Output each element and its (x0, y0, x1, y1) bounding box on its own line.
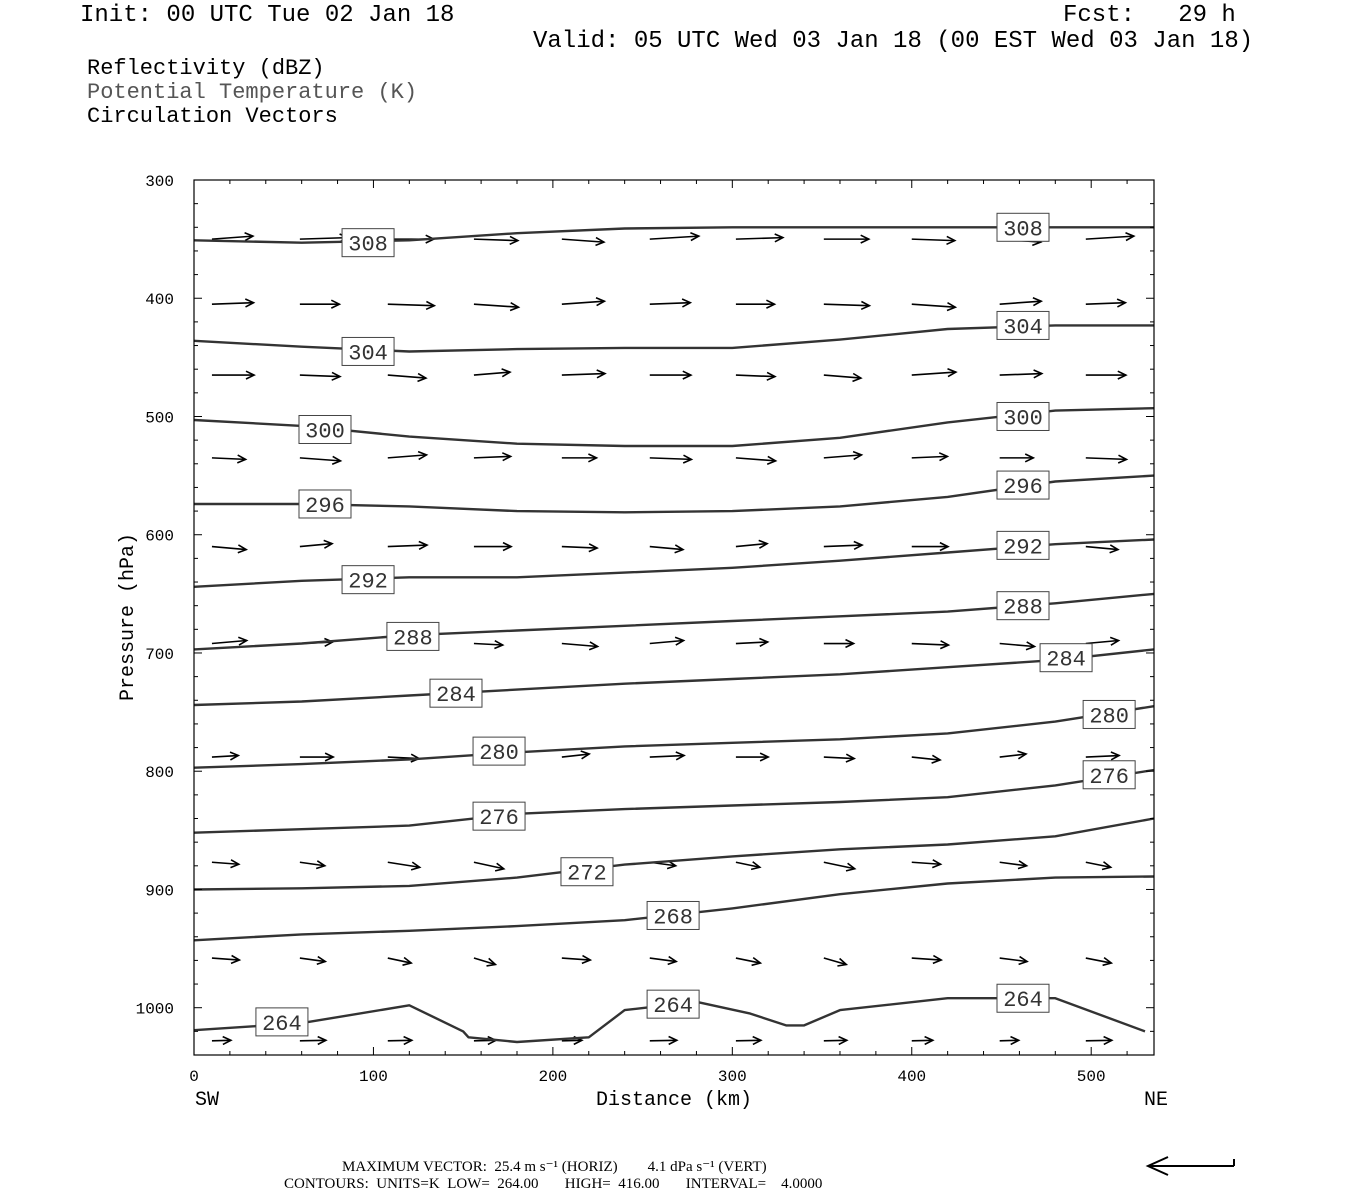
circulation-vector (474, 303, 519, 311)
contour-label-288 (997, 592, 1049, 621)
isentrope-284 (194, 649, 1154, 705)
circulation-vector (736, 234, 783, 242)
circulation-vector (650, 371, 691, 379)
circulation-vector (650, 957, 676, 965)
circulation-vector (562, 370, 605, 378)
y-tick-label: 800 (145, 764, 174, 783)
init-time: Init: 00 UTC Tue 02 Jan 18 (80, 2, 455, 29)
svg-text:284: 284 (1046, 647, 1086, 673)
circulation-vector (474, 453, 511, 461)
contour-label-280 (473, 737, 525, 766)
contour-label-292 (997, 531, 1049, 560)
circulation-vector (212, 545, 246, 553)
circulation-vector (300, 1037, 326, 1045)
svg-text:300: 300 (305, 419, 345, 445)
circulation-vector (1000, 751, 1026, 759)
circulation-vector (824, 302, 870, 310)
circulation-vector (650, 1037, 677, 1045)
contour-label-288 (387, 622, 439, 651)
contour-label-304 (997, 311, 1049, 340)
circulation-vector (912, 755, 940, 763)
y-tick-label: 900 (145, 882, 174, 901)
contour-label-296 (997, 471, 1049, 500)
circulation-vector (474, 236, 518, 244)
circulation-vector (824, 958, 846, 966)
circulation-vector (1086, 455, 1127, 463)
circulation-vector (300, 300, 340, 308)
contour-label-264 (647, 990, 699, 1019)
circulation-vector (1086, 299, 1126, 307)
x-tick-label: 400 (897, 1068, 927, 1086)
legend-potential-temperature: Potential Temperature (K) (87, 80, 418, 105)
legend-circulation-vectors: Circulation Vectors (87, 104, 338, 129)
circulation-vector (736, 1037, 761, 1045)
svg-text:308: 308 (1003, 217, 1043, 243)
circulation-vector (1000, 957, 1027, 965)
y-tick-label: 600 (145, 527, 174, 546)
circulation-vector (212, 956, 239, 964)
circulation-vector (212, 1037, 231, 1045)
svg-text:268: 268 (653, 905, 693, 931)
circulation-vector (736, 862, 760, 870)
circulation-vector (912, 956, 941, 964)
circulation-vector (650, 299, 691, 307)
y-tick-label: 300 (145, 173, 174, 191)
svg-text:292: 292 (348, 569, 388, 595)
circulation-vector (912, 303, 956, 311)
circulation-vector (1086, 958, 1111, 966)
circulation-vector (1086, 1037, 1112, 1045)
circulation-vector (212, 371, 254, 379)
isentrope-276 (194, 770, 1154, 833)
circulation-vector (562, 751, 589, 759)
circulation-vector (650, 637, 684, 645)
circulation-vector (212, 299, 254, 307)
svg-text:304: 304 (1003, 315, 1043, 341)
x-tick-label: 100 (359, 1068, 388, 1086)
circulation-vector (912, 543, 948, 551)
svg-text:296: 296 (1003, 475, 1043, 501)
contour-label-276 (473, 802, 525, 831)
circulation-vector (388, 374, 426, 382)
circulation-vector (212, 752, 238, 760)
circulation-vector (650, 233, 699, 241)
contours-note: CONTOURS: UNITS=K LOW= 264.00 HIGH= 416.00 INTERVAL= 4.0000 (284, 1176, 823, 1192)
circulation-vector (388, 452, 427, 460)
x-right-direction-label: NE (1143, 1089, 1168, 1112)
contour-label-284 (1040, 644, 1092, 673)
y-axis-title: Pressure (hPa) (117, 532, 140, 702)
circulation-vector (1000, 642, 1035, 650)
circulation-vector (912, 369, 956, 377)
contour-label-264 (997, 984, 1049, 1013)
circulation-vector (300, 753, 333, 761)
circulation-vector (388, 862, 420, 870)
circulation-vector (736, 753, 768, 761)
x-tick-label: 200 (538, 1068, 568, 1086)
circulation-vector (474, 862, 504, 871)
circulation-vector (824, 235, 869, 243)
svg-text:264: 264 (1003, 988, 1043, 1014)
circulation-vector (1086, 862, 1111, 870)
contour-label-296 (299, 490, 351, 519)
circulation-vector (824, 542, 862, 550)
contour-label-304 (342, 337, 394, 366)
circulation-vector (824, 862, 855, 871)
circulation-vector (1000, 370, 1042, 378)
contour-label-276 (1083, 761, 1135, 790)
circulation-vector (474, 958, 495, 966)
circulation-vector (1086, 233, 1134, 241)
x-tick-label: 0 (189, 1068, 199, 1086)
circulation-vector (300, 861, 325, 869)
svg-text:272: 272 (567, 861, 607, 887)
circulation-vector (912, 641, 949, 649)
contour-label-292 (342, 566, 394, 595)
svg-text:264: 264 (262, 1011, 302, 1037)
circulation-vector (212, 233, 253, 241)
circulation-vector (562, 298, 605, 306)
circulation-vector (212, 455, 246, 463)
circulation-vector (474, 369, 510, 377)
svg-text:292: 292 (1003, 535, 1043, 561)
circulation-vector (300, 957, 325, 965)
circulation-vector (824, 1037, 847, 1045)
circulation-vector (824, 374, 861, 382)
circulation-vector (912, 1037, 933, 1045)
svg-text:280: 280 (1089, 704, 1129, 730)
axes-layer (136, 173, 1154, 1086)
contour-label-308 (997, 213, 1049, 242)
circulation-vector (736, 372, 775, 380)
circulation-vector (300, 540, 332, 548)
circulation-vector (1000, 1037, 1019, 1045)
circulation-vector (736, 300, 775, 308)
x-tick-label: 500 (1076, 1068, 1106, 1086)
circulation-vector (562, 642, 598, 650)
circulation-vector (212, 637, 247, 645)
valid-time: Valid: 05 UTC Wed 03 Jan 18 (00 EST Wed 03 Jan 18) (533, 28, 1254, 55)
circulation-vector (912, 236, 955, 244)
contour-label-308 (342, 229, 394, 258)
svg-text:280: 280 (479, 741, 519, 767)
x-tick-label: 300 (717, 1068, 747, 1086)
y-tick-label: 500 (145, 409, 174, 428)
circulation-vector (300, 372, 340, 380)
contour-label-284 (430, 679, 482, 708)
circulation-vector (1000, 861, 1027, 869)
circulation-vector (650, 455, 692, 463)
x-left-direction-label: SW (195, 1089, 220, 1112)
y-tick-label: 1000 (135, 1000, 174, 1019)
svg-text:308: 308 (348, 232, 388, 258)
y-tick-label: 700 (145, 645, 174, 664)
circulation-vector (1086, 371, 1126, 379)
circulation-vector (562, 238, 604, 246)
isentrope-280 (194, 706, 1154, 768)
contour-label-280 (1083, 700, 1135, 729)
forecast-hour: Fcst: 29 h (1063, 2, 1236, 29)
circulation-vector (474, 543, 511, 551)
circulation-vector (388, 958, 411, 966)
x-axis-title: Distance (km) (595, 1089, 753, 1112)
circulation-vector (650, 545, 683, 553)
circulation-vector (562, 956, 590, 964)
circulation-vector (912, 453, 948, 461)
circulation-vector (212, 860, 239, 868)
circulation-vector (824, 754, 854, 762)
contour-label-268 (647, 901, 699, 930)
circulation-vector (736, 639, 768, 647)
svg-text:296: 296 (305, 493, 345, 519)
legend-reflectivity: Reflectivity (dBZ) (87, 56, 325, 81)
circulation-vector (562, 454, 597, 462)
max-vector-note: MAXIMUM VECTOR: 25.4 m s⁻¹ (HORIZ) 4.1 dPa s⁻¹ (VERT) (342, 1159, 767, 1175)
svg-text:264: 264 (653, 994, 693, 1020)
svg-text:300: 300 (1003, 406, 1043, 432)
circulation-vector (1000, 454, 1034, 462)
circulation-vector (824, 452, 862, 460)
circulation-vector (300, 456, 341, 464)
contour-label-300 (299, 415, 351, 444)
circulation-vector (912, 860, 941, 868)
contour-label-264 (256, 1008, 308, 1037)
circulation-vector (1086, 752, 1119, 760)
contour-label-272 (561, 858, 613, 887)
circulation-vector (388, 302, 435, 310)
svg-text:284: 284 (436, 683, 476, 709)
circulation-vector (824, 640, 854, 648)
circulation-vector (562, 544, 597, 552)
circulation-vector (736, 540, 767, 548)
circulation-vector (736, 456, 776, 464)
svg-text:304: 304 (348, 341, 388, 367)
circulation-vector (650, 752, 684, 760)
svg-text:288: 288 (1003, 595, 1043, 621)
circulation-vector (736, 958, 760, 966)
circulation-vector (388, 1037, 412, 1045)
svg-text:288: 288 (393, 626, 433, 652)
svg-text:276: 276 (1089, 764, 1129, 790)
circulation-vector (1086, 545, 1118, 553)
circulation-vector (1000, 298, 1042, 306)
circulation-vector (474, 641, 503, 649)
y-tick-label: 400 (145, 291, 174, 310)
circulation-vector (388, 542, 427, 550)
contour-label-layer (256, 213, 1135, 1037)
svg-text:276: 276 (479, 806, 519, 832)
contour-label-300 (997, 402, 1049, 431)
reference-vector-icon (1148, 1157, 1234, 1175)
